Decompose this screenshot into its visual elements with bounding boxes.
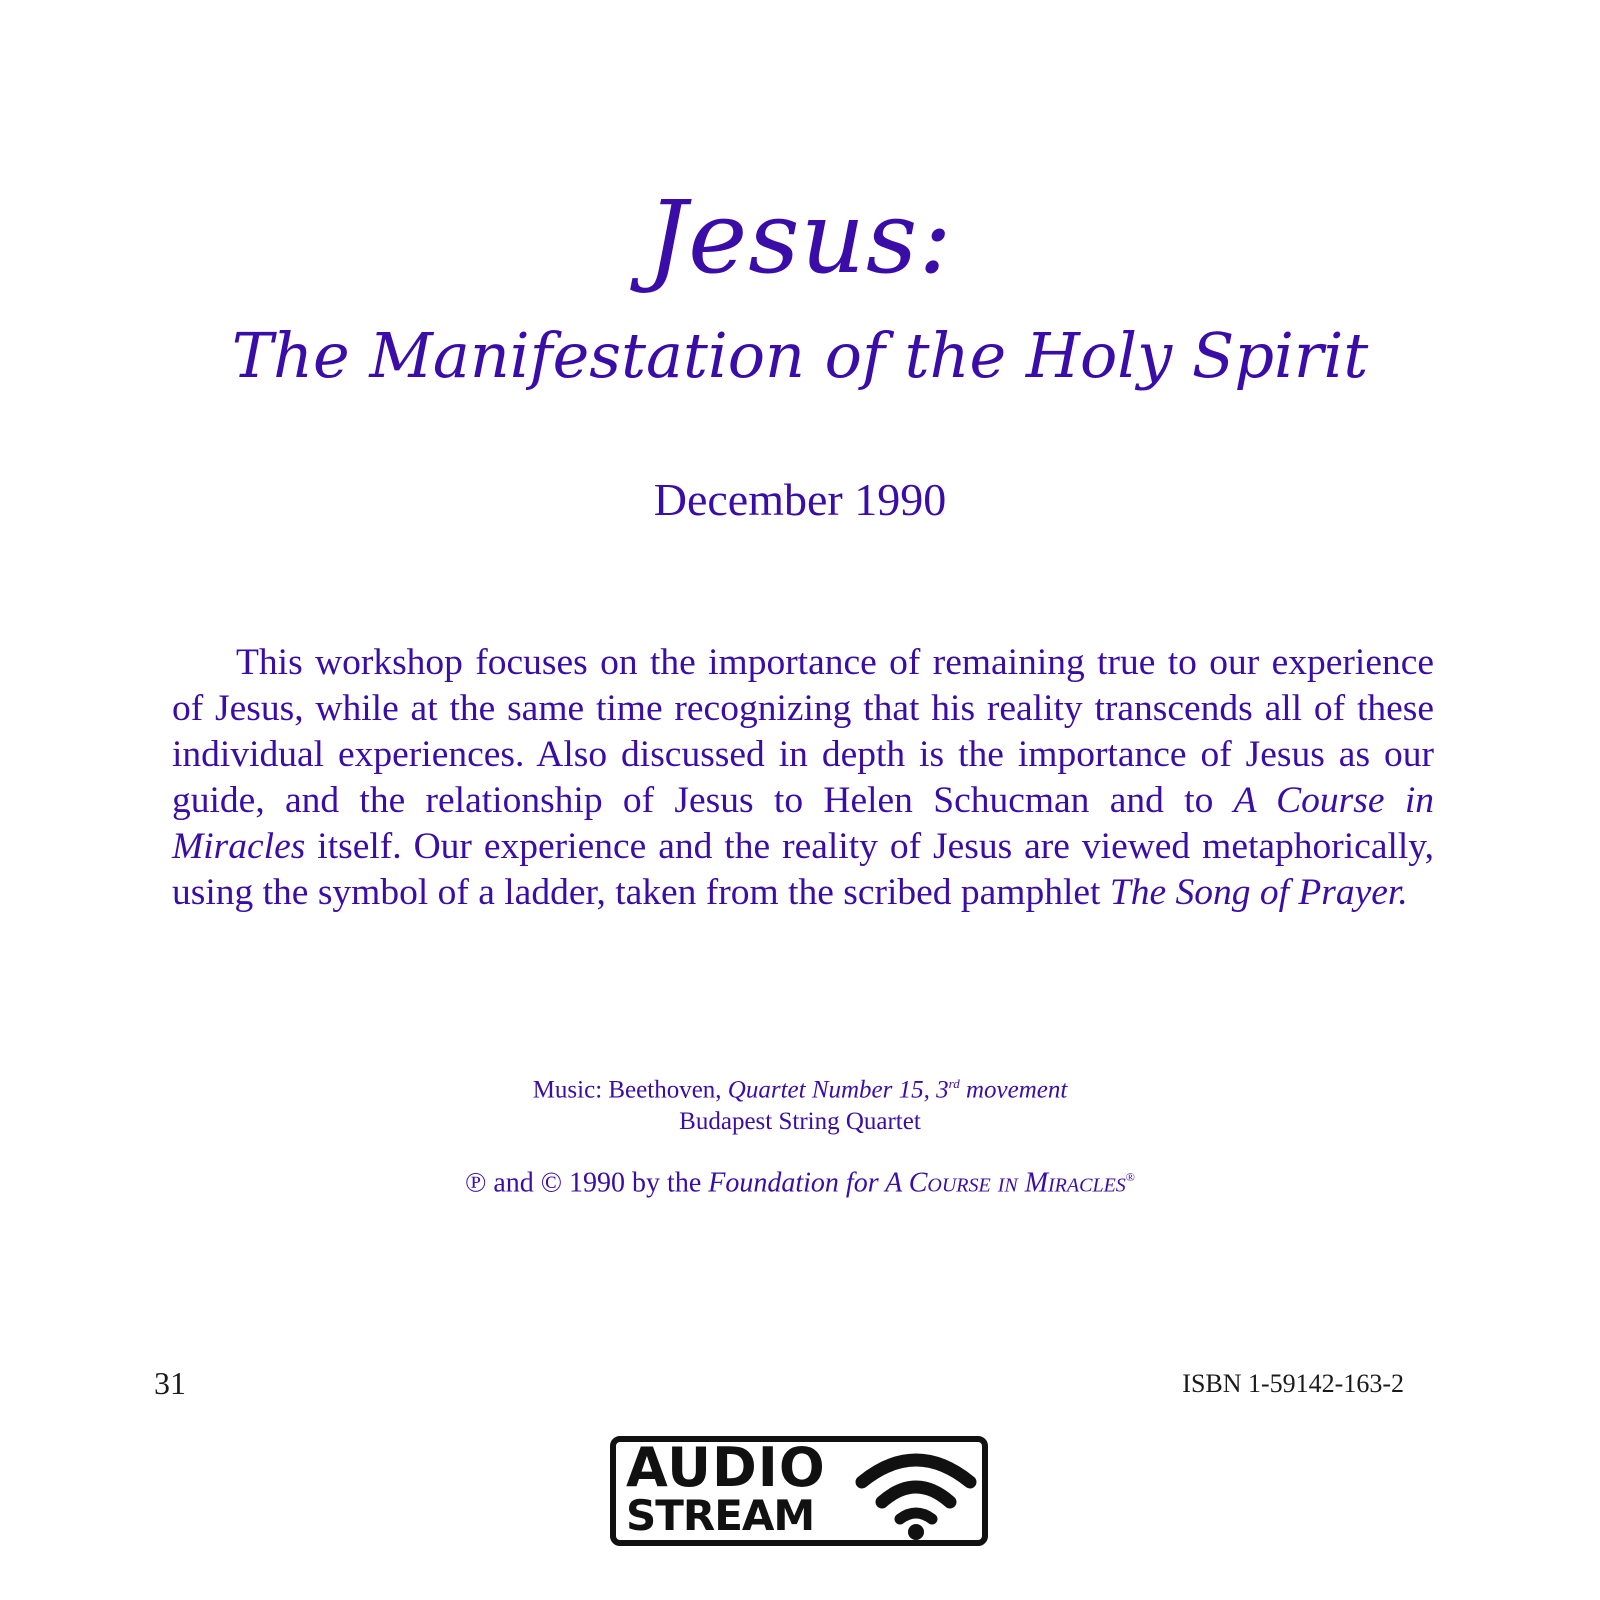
registered-mark: ® — [1125, 1170, 1135, 1184]
music-ordinal: rd — [948, 1076, 960, 1091]
description-paragraph — [172, 640, 1434, 916]
recording-date: December 1990 — [653, 474, 947, 525]
copyright-foundation-b: Course in Miracles — [908, 1167, 1126, 1199]
wifi-stream-icon — [854, 1446, 978, 1540]
audio-stream-badge — [610, 1436, 988, 1546]
music-performer: Budapest String Quartet — [679, 1108, 921, 1136]
isbn-number: ISBN 1-59142-163-2 — [1182, 1369, 1404, 1398]
page-subtitle: The Manifestation of the Holy Spirit — [231, 319, 1369, 392]
description-text-1: This workshop focuses on the importance of remaining true to our experience of Jesus, while at the same time recognizing that his reality transcends all of these individual experiences. Also discussed in depth is the importance of Jesus as our guide, and the relationship of Jesus to Helen Schucman and to — [172, 642, 1434, 821]
music-line — [0, 1068, 1600, 1106]
description-course-title: A Course in Miracles — [172, 780, 1434, 867]
badge-line-audio: AUDIO — [626, 1436, 826, 1499]
music-work: Quartet Number 15, 3 — [727, 1076, 949, 1104]
copyright-notice — [0, 1160, 1600, 1200]
badge-text — [626, 1436, 826, 1540]
music-prefix: Music: Beethoven, — [532, 1076, 728, 1104]
copyright-foundation-a: Foundation for A — [708, 1167, 909, 1199]
badge-line-stream: STREAM — [626, 1491, 815, 1540]
music-movement: movement — [959, 1076, 1068, 1104]
copyright-foundation — [708, 1167, 1126, 1198]
description-song-title: The Song of Prayer. — [1109, 872, 1408, 913]
page-number: 31 — [154, 1365, 186, 1401]
description-text-2: itself. Our experience and the reality of Jesus are viewed metaphorically, using the symbol of a ladder, taken from the scribed pamphlet — [172, 826, 1434, 913]
music-credit — [0, 1068, 1600, 1138]
page-title: Jesus: — [647, 179, 953, 296]
copyright-prefix: ℗ and © 1990 by the — [465, 1167, 709, 1199]
